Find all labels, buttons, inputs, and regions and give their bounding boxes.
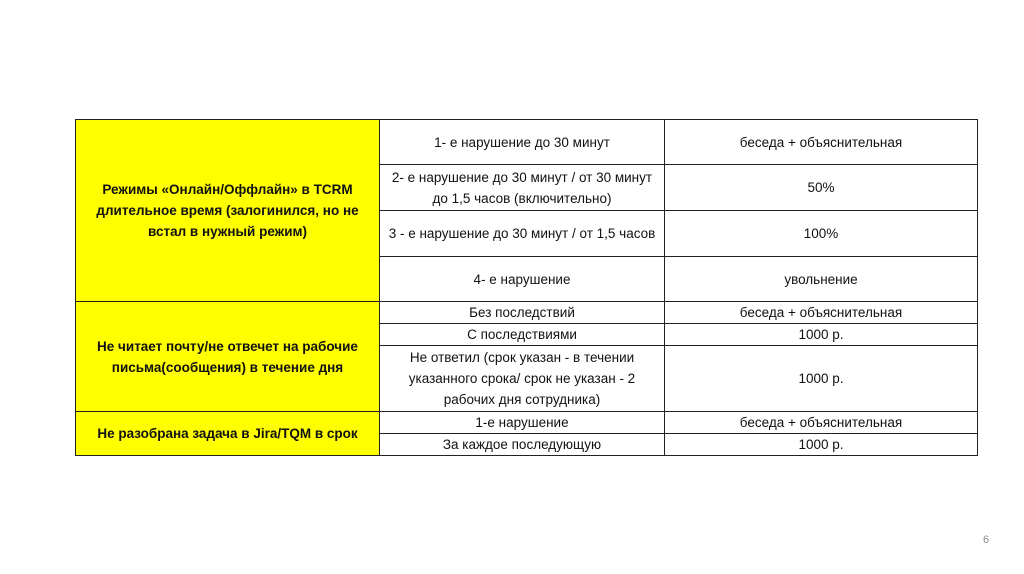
condition-cell: 3 - е нарушение до 30 минут / от 1,5 часов — [380, 211, 665, 257]
condition-cell: Без последствий — [380, 302, 665, 324]
table-row — [76, 120, 978, 165]
penalty-cell: беседа + объяснительная — [665, 120, 978, 165]
condition-cell: Не ответил (срок указан - в течении указанного срока/ срок не указан - 2 рабочих дня сотрудника) — [380, 346, 665, 412]
condition-cell: За каждое последующую — [380, 434, 665, 456]
condition-cell: 2- е нарушение до 30 минут / от 30 минут до 1,5 часов (включительно) — [380, 165, 665, 211]
penalty-cell: увольнение — [665, 257, 978, 302]
condition-cell: С последствиями — [380, 324, 665, 346]
penalty-cell: 1000 р. — [665, 434, 978, 456]
condition-cell: 1-е нарушение — [380, 412, 665, 434]
penalty-cell: беседа + объяснительная — [665, 302, 978, 324]
penalty-cell: 1000 р. — [665, 346, 978, 412]
category-cell: Не разобрана задача в Jira/TQM в срок — [76, 412, 380, 456]
penalty-cell: 1000 р. — [665, 324, 978, 346]
table-row — [76, 412, 978, 434]
page-number: 6 — [983, 534, 990, 546]
category-cell: Режимы «Онлайн/Оффлайн» в TCRM длительное время (залогинился, но не встал в нужный режим) — [76, 120, 380, 302]
violations-table — [75, 119, 978, 456]
penalty-cell: 100% — [665, 211, 978, 257]
condition-cell: 1- е нарушение до 30 минут — [380, 120, 665, 165]
category-cell: Не читает почту/не отвечет на рабочие письма(сообщения) в течение дня — [76, 302, 380, 412]
table-row — [76, 302, 978, 324]
condition-cell: 4- е нарушение — [380, 257, 665, 302]
penalty-cell: 50% — [665, 165, 978, 211]
penalty-cell: беседа + объяснительная — [665, 412, 978, 434]
